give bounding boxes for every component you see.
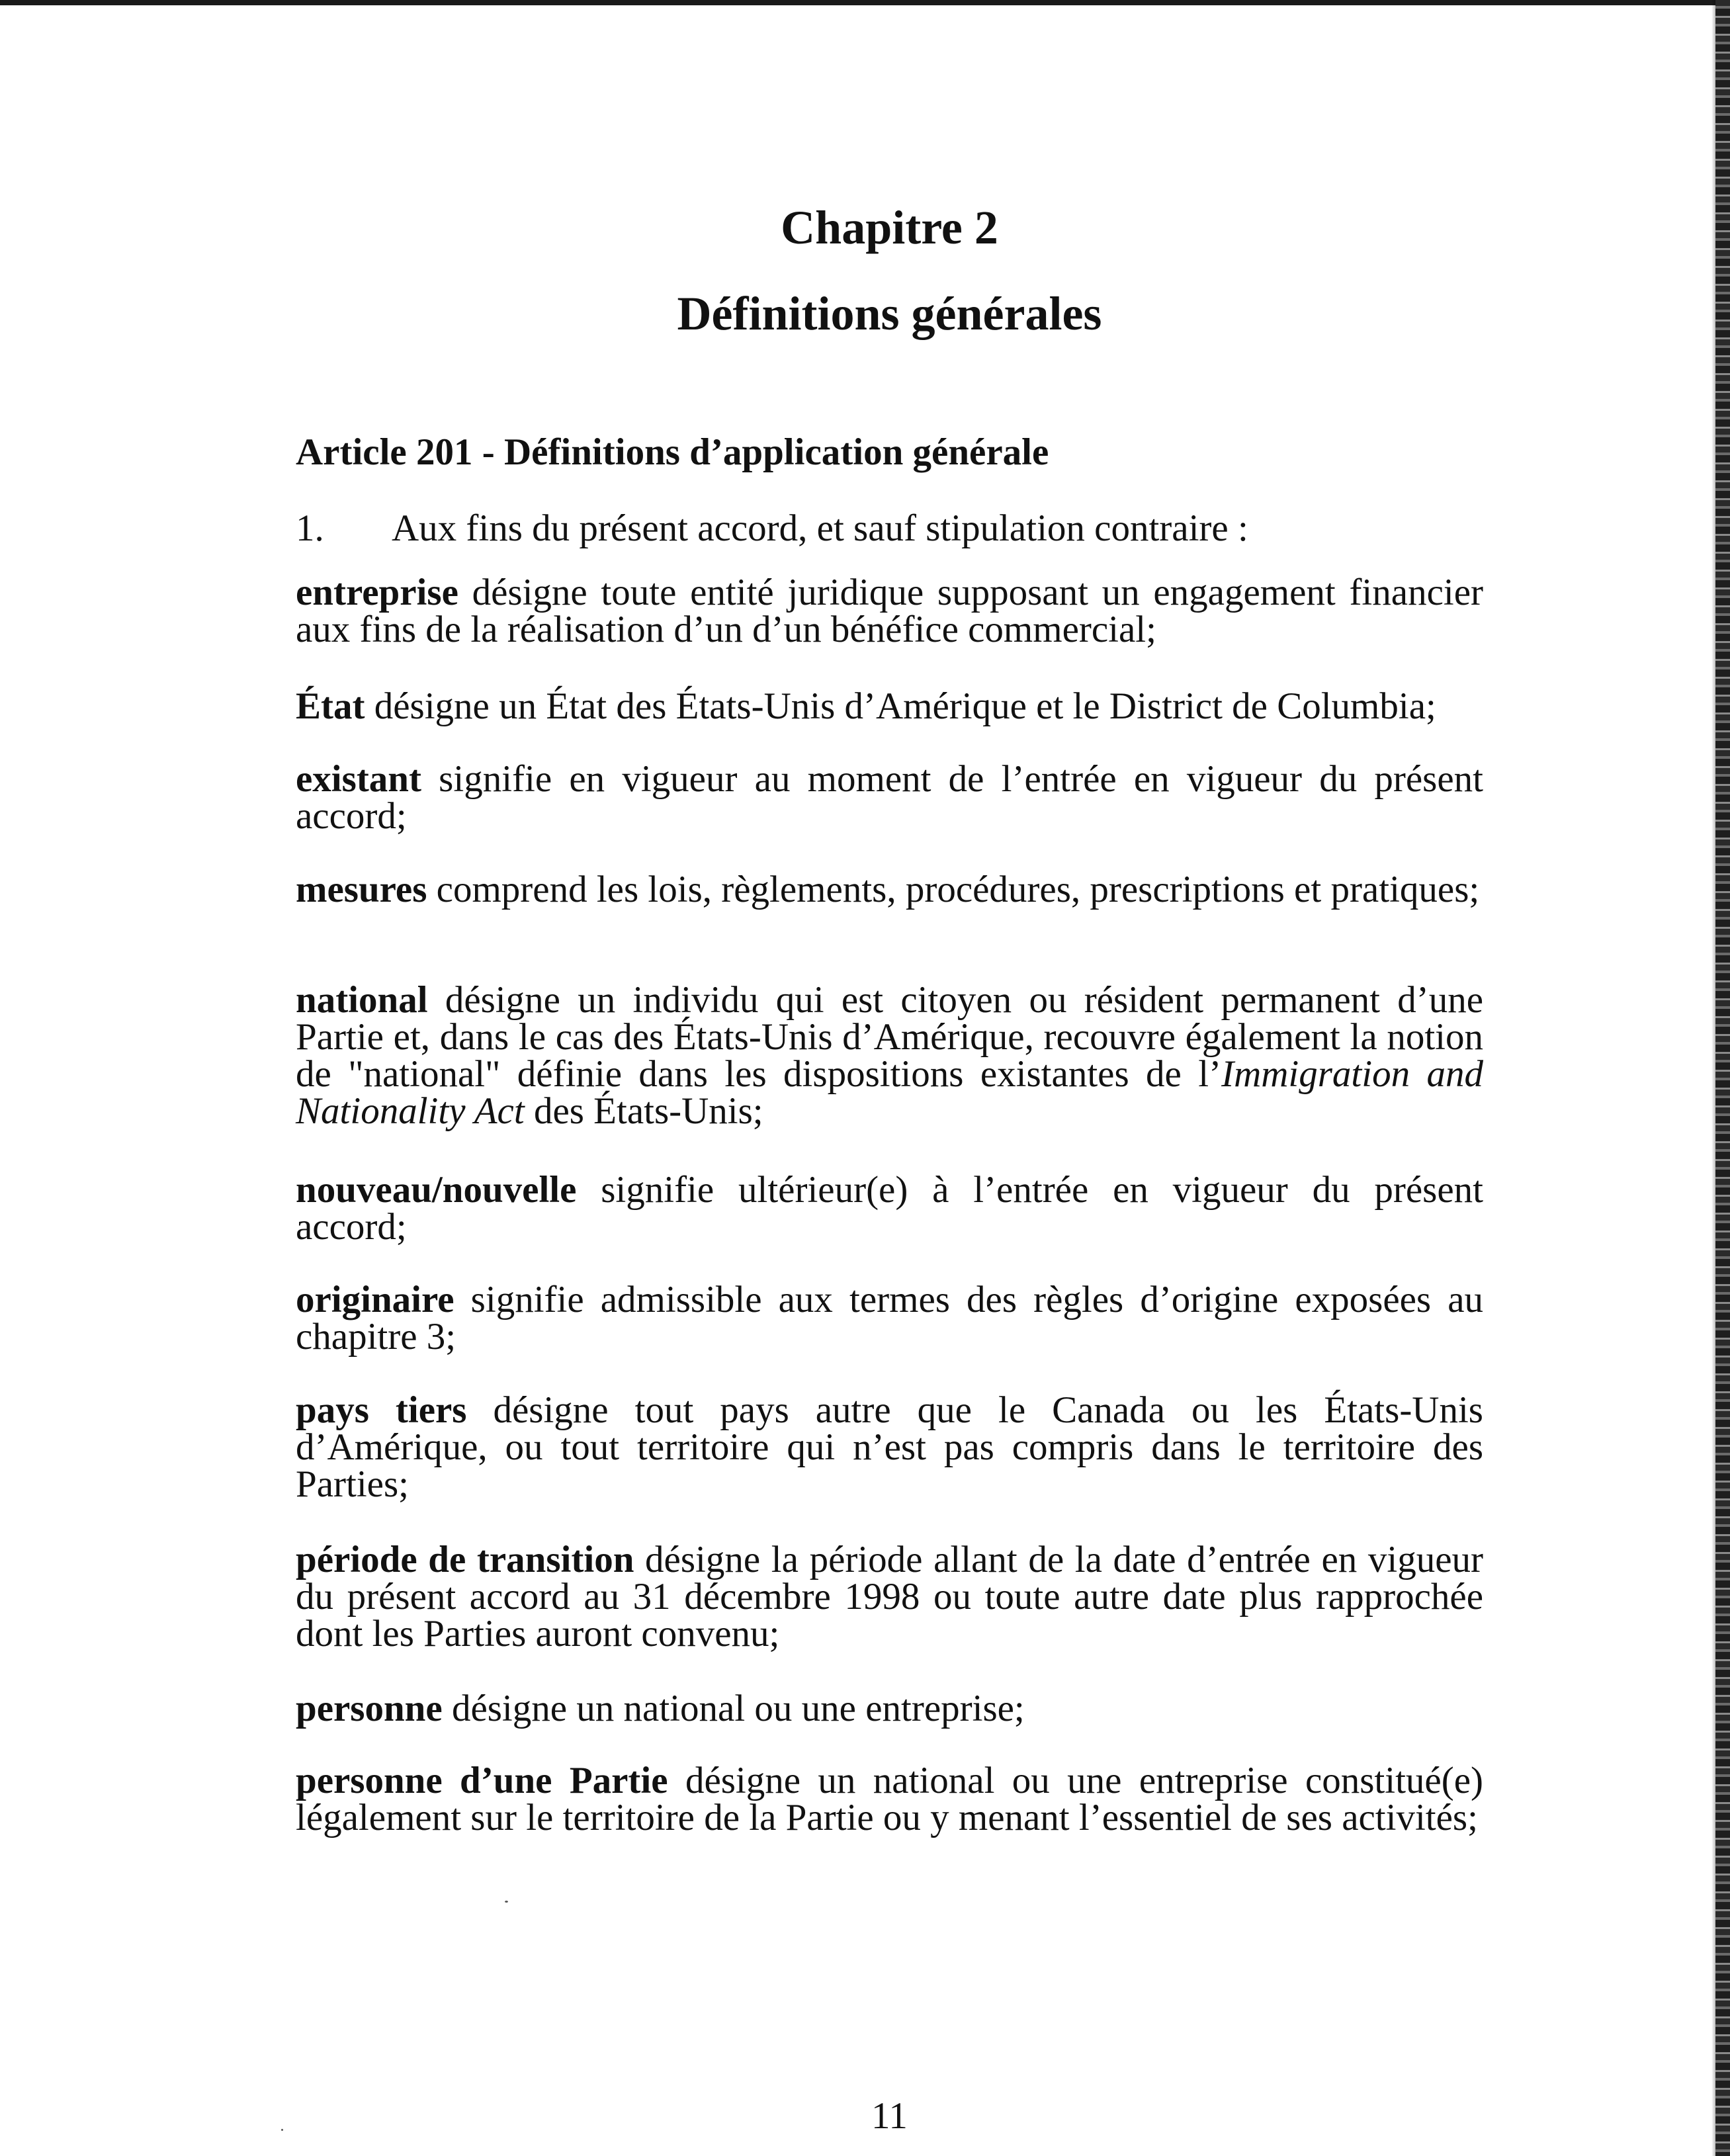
- definition-term: national: [296, 979, 428, 1021]
- definition-term: personne d’une Partie: [296, 1760, 668, 1801]
- definition-national: [296, 979, 1484, 1132]
- definition-existant: [296, 758, 1483, 837]
- definition-text: désigne la période allant de la date d’entrée en vigueur du présent accord au 31 décembre 1998 ou toute autre date plus rapprochée dont les Parties auront convenu;: [296, 1539, 1483, 1655]
- definition-term: entreprise: [296, 572, 458, 613]
- definition-pays-tiers: [296, 1389, 1483, 1505]
- definition-text: désigne un individu qui est citoyen ou résident permanent d’une Partie et, dans le cas des États-Unis d’Amérique, recouvre également la notion de "national" définie dans les dispositions existantes de l’: [296, 979, 1483, 1095]
- definition-etat: [296, 685, 1483, 727]
- scan-speck: [281, 2129, 283, 2131]
- article-heading: Article 201 - Définitions d’application générale: [296, 431, 1049, 473]
- definition-term: existant: [296, 758, 421, 800]
- chapter-title: Définitions générales: [677, 287, 1102, 340]
- definition-nouveau: [296, 1169, 1483, 1248]
- definition-text: signifie ultérieur(e) à l’entrée en vigueur du présent accord;: [296, 1169, 1483, 1248]
- definition-term: État: [296, 685, 365, 727]
- definition-text: comprend les lois, règlements, procédures, prescriptions et pratiques;: [427, 869, 1480, 910]
- definition-term: personne: [296, 1688, 443, 1729]
- scan-speck: [505, 1901, 508, 1903]
- scan-top-edge: [0, 0, 1730, 5]
- definition-term: originaire: [296, 1279, 454, 1320]
- definition-text: signifie en vigueur au moment de l’entrée en vigueur du présent accord;: [296, 758, 1483, 837]
- definition-periode-de-transition: [296, 1541, 1483, 1653]
- definition-term: nouveau/nouvelle: [296, 1169, 577, 1211]
- definition-term: mesures: [296, 869, 427, 910]
- definition-text: désigne un national ou une entreprise;: [442, 1688, 1025, 1729]
- definition-text: désigne toute entité juridique supposant un engagement financier aux fins de la réalisation d’un d’un bénéfice commercial;: [296, 572, 1483, 650]
- definition-originaire: [296, 1281, 1483, 1356]
- intro-text: Aux fins du présent accord, et sauf stipulation contraire :: [392, 507, 1248, 549]
- definition-text: désigne un national ou une entreprise constitué(e) légalement sur le territoire de la Partie ou y menant l’essentiel de ses activités;: [296, 1760, 1483, 1838]
- paragraph-number: 1.: [296, 507, 324, 549]
- definition-term: période de transition: [296, 1539, 634, 1580]
- intro-paragraph: [296, 509, 1248, 547]
- definition-text: désigne tout pays autre que le Canada ou les États-Unis d’Amérique, ou tout territoire qui n’est pas compris dans le territoire des Parties;: [296, 1389, 1483, 1505]
- definition-text: signifie admissible aux termes des règles d’origine exposées au chapitre 3;: [296, 1279, 1483, 1358]
- chapter-number: Chapitre 2: [781, 201, 998, 254]
- definition-mesures: [296, 871, 1483, 908]
- definition-term: pays tiers: [296, 1389, 467, 1431]
- definition-personne-dune-partie: [296, 1762, 1483, 1836]
- definition-text: désigne un État des États-Unis d’Amérique et le District de Columbia;: [365, 685, 1436, 727]
- scan-right-edge: [1715, 0, 1730, 2156]
- definition-text-end: des États-Unis;: [524, 1090, 763, 1132]
- definition-italic-title: Immigration and Nationality Act: [296, 1053, 1484, 1132]
- definition-personne: [296, 1690, 1483, 1727]
- page-number: 11: [871, 2095, 908, 2137]
- definition-entreprise: [296, 574, 1483, 648]
